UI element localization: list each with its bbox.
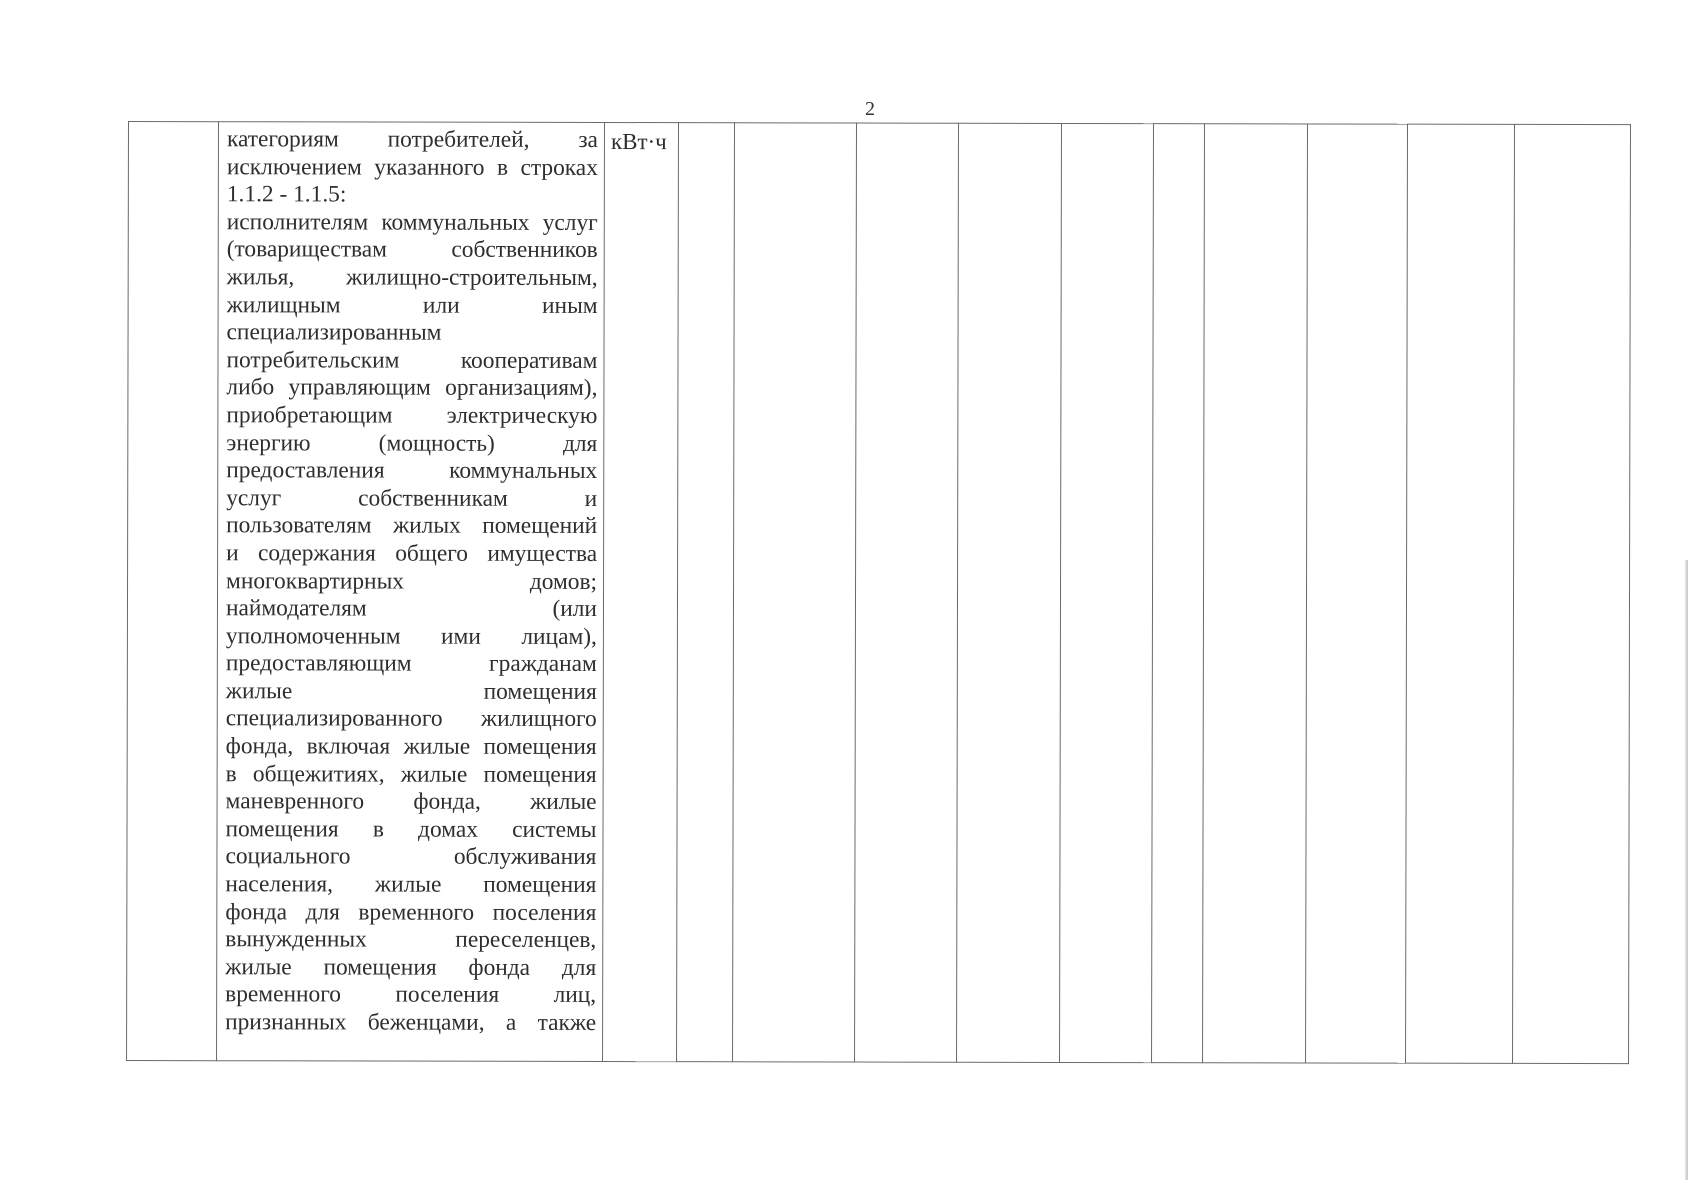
tariff-table [126, 121, 1631, 1064]
unit-cell: кВт·ч [603, 122, 679, 1061]
description-line: специализированным [226, 319, 442, 346]
description-line: уполномоченным ими лицам), [225, 622, 597, 650]
description-line: специализированного жилищного [225, 705, 597, 733]
description-line: признанных беженцами, а также [225, 1009, 597, 1036]
description-line: в общежитиях, жилые помещения [225, 760, 597, 788]
description-text [225, 126, 598, 1037]
scan-edge-shadow [1685, 560, 1688, 1180]
description-line: предоставления коммунальных [226, 457, 598, 485]
value-cell-4 [957, 123, 1062, 1062]
value-cell-8 [1306, 124, 1408, 1063]
description-line: фонда, включая жилые помещения [225, 733, 597, 761]
table-row [127, 122, 1631, 1064]
value-cell-5 [1060, 123, 1154, 1062]
description-line: энергию (мощность) для [226, 429, 598, 457]
description-line: вынужденных переселенцев, [225, 926, 597, 954]
value-cell-2 [733, 123, 857, 1062]
description-line: жилые помещения фонда для [225, 954, 597, 981]
value-cell-10 [1513, 124, 1631, 1063]
value-cell-1 [677, 123, 735, 1062]
row-number-cell [127, 122, 219, 1061]
description-line: жилищным или иным [226, 291, 598, 319]
description-line: либо управляющим организациям), [226, 374, 598, 402]
description-line: исключением указанного в строках [226, 153, 598, 181]
description-line: многоквартирных домов; [226, 567, 598, 595]
description-cell [217, 122, 605, 1062]
value-cell-6 [1152, 124, 1205, 1063]
description-line: населения, жилые помещения [225, 871, 597, 899]
description-line: исполнителям коммунальных услуг [226, 208, 598, 236]
description-line: жилья, жилищно-строительным, [226, 264, 598, 291]
description-line: фонда для временного поселения [225, 898, 597, 926]
description-line: приобретающим электрическую [226, 402, 598, 429]
description-line: наймодателям (или [225, 595, 598, 623]
description-line: жилые помещения [225, 678, 597, 705]
description-line: пользователям жилых помещений [226, 512, 598, 540]
page-number: 2 [865, 98, 875, 120]
description-line: предоставляющим гражданам [225, 650, 597, 678]
description-line: потребительским кооперативам [226, 346, 598, 374]
value-cell-7 [1203, 124, 1308, 1063]
description-line: временного поселения лиц, [225, 981, 597, 1009]
value-cell-9 [1406, 124, 1515, 1063]
description-line: услуг собственникам и [226, 484, 598, 512]
description-line: маневренного фонда, жилые [225, 788, 597, 816]
description-line: социального обслуживания [225, 843, 597, 871]
description-line: (товариществам собственников [226, 236, 598, 264]
description-line: и содержания общего имущества [226, 540, 598, 567]
value-cell-3 [855, 123, 959, 1062]
description-line: категориям потребителей, за [226, 126, 598, 153]
description-line: 1.1.2 - 1.1.5: [226, 181, 347, 208]
description-line: помещения в домах системы [225, 816, 597, 843]
